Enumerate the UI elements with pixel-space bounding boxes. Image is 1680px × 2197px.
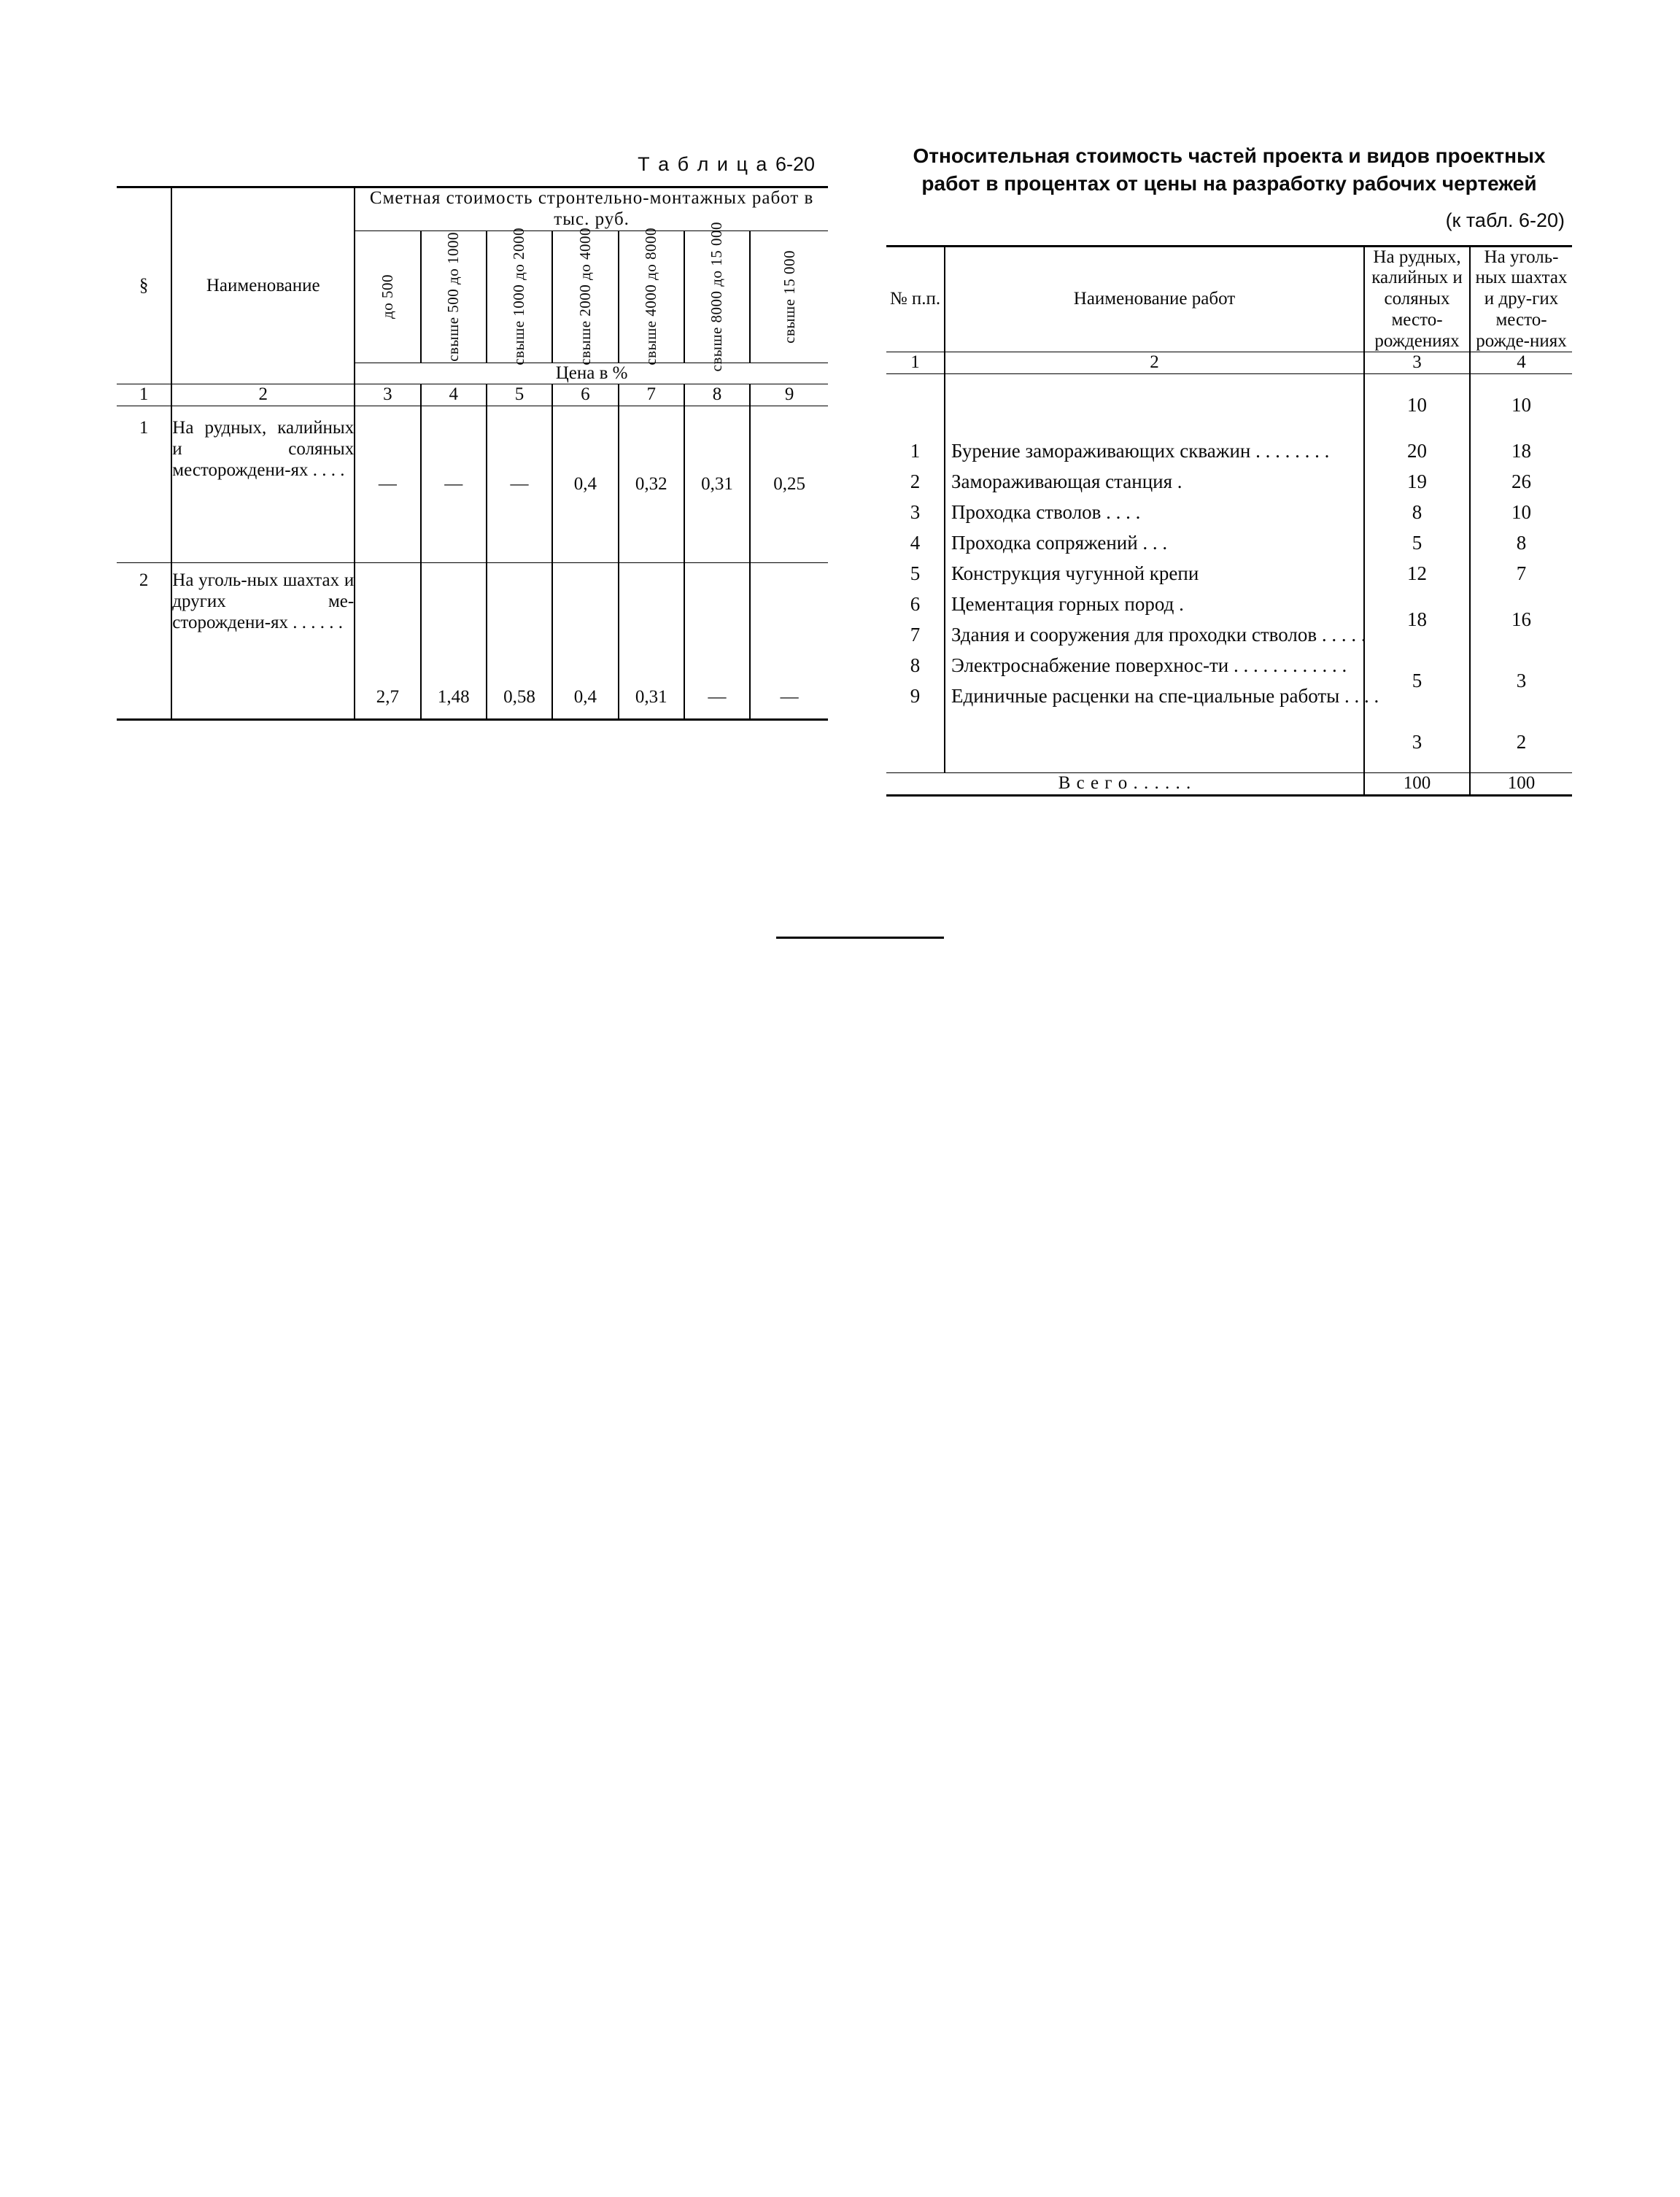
left-table-caption [117, 153, 828, 176]
left-table-caption-number: 6-20 [775, 153, 815, 175]
right-table-title: Относительная стоимость частей проекта и видов проектных работ в процентах от цены на разработку рабочих чертежей [913, 144, 1546, 195]
left-row-1-c9: 0,25 [750, 406, 828, 563]
left-header-cost: Сметная стоимость стронтельно-монтажных работ в тыс. руб. [355, 187, 828, 231]
right-body-values-col4 [1470, 374, 1572, 773]
right-table-header-row [886, 246, 1572, 352]
left-header-col-2000-4000: свыше 2000 до 4000 [552, 230, 618, 363]
list-item: Электроснабжение поверхнос-ти . . . . . . . . . . . . [951, 654, 1347, 677]
list-item: 18 [1407, 608, 1427, 631]
right-table-column-numbers [886, 352, 1572, 374]
right-header-no: № п.п. [886, 246, 945, 352]
left-header-col-1000-2000: свыше 1000 до 2000 [487, 230, 552, 363]
left-header-price-label: Цена в % [355, 363, 828, 384]
left-colnum-6: 6 [552, 384, 618, 406]
list-item: 8 [1412, 501, 1422, 524]
list-item: Единичные расценки на спе-циальные работы . . . . [951, 685, 1379, 708]
left-row-2-c7: 0,31 [619, 563, 684, 720]
list-item: 3 [910, 501, 921, 524]
right-colnum-3: 3 [1364, 352, 1470, 374]
left-row-2-c5: 0,58 [487, 563, 552, 720]
list-item: 18 [1511, 440, 1531, 462]
right-total-c4: 100 [1470, 773, 1572, 796]
left-header-col-4000-8000: свыше 4000 до 8000 [619, 230, 684, 363]
left-table-caption-label: Т а б л и ц а [638, 153, 769, 175]
left-header-col-8000-15000: свыше 8000 до 15 000 [684, 230, 750, 363]
list-item: 7 [1516, 562, 1527, 585]
right-header-col3: На рудных, калийных и соляных место-рождениях [1364, 246, 1470, 352]
list-item: 10 [1407, 394, 1427, 416]
list-item: Здания и сооружения для проходки стволов . . . . . [951, 624, 1366, 646]
list-item: 2 [910, 470, 921, 493]
list-item: Проходка сопряжений . . . [951, 532, 1168, 554]
right-body-names [945, 374, 1379, 773]
right-table-subtitle: (к табл. 6-20) [1445, 209, 1565, 231]
left-row-1-c6: 0,4 [552, 406, 618, 563]
left-row-1-number: 1 [117, 406, 171, 563]
left-row-1-c4: — [421, 406, 487, 563]
list-item: 7 [910, 624, 921, 646]
list-item: Бурение замораживающих скважин . . . . . . . . [951, 440, 1330, 462]
left-table-column-numbers [117, 384, 828, 406]
left-header-section-sign: § [117, 187, 171, 384]
list-item: 6 [910, 593, 921, 616]
right-total-label: В с е г о . . . . . . [886, 773, 1364, 796]
right-table-total-row [886, 773, 1572, 796]
table-row [117, 563, 828, 720]
table-row [117, 406, 828, 563]
left-header-col-over-15000: свыше 15 000 [750, 230, 828, 363]
right-header-col4: На уголь-ных шахтах и дру-гих место-рожде-ниях [1470, 246, 1572, 352]
list-item: 5 [910, 562, 921, 585]
list-item: 10 [1511, 501, 1531, 524]
left-row-2-c6: 0,4 [552, 563, 618, 720]
list-item: 3 [1516, 670, 1527, 692]
left-row-1-c5: — [487, 406, 552, 563]
left-row-1-c8: 0,31 [684, 406, 750, 563]
left-row-2-c8: — [684, 563, 750, 720]
list-item: 19 [1407, 470, 1427, 493]
right-table [886, 245, 1572, 797]
list-item: 5 [1412, 532, 1422, 554]
left-colnum-9: 9 [750, 384, 828, 406]
list-item: 2 [1516, 731, 1527, 753]
left-colnum-1: 1 [117, 384, 171, 406]
right-table-body-row [886, 374, 1572, 773]
left-colnum-5: 5 [487, 384, 552, 406]
left-header-col-do500: до 500 [355, 230, 420, 363]
right-body-numbers [886, 374, 945, 773]
list-item: 26 [1511, 470, 1531, 493]
left-row-2-c4: 1,48 [421, 563, 487, 720]
left-header-name: Наименование [171, 187, 355, 384]
list-item: 8 [1516, 532, 1527, 554]
left-row-2-c9: — [750, 563, 828, 720]
right-colnum-4: 4 [1470, 352, 1572, 374]
left-header-col-500-1000: свыше 500 до 1000 [421, 230, 487, 363]
list-item: 5 [1412, 670, 1422, 692]
right-body-values-col3 [1364, 374, 1470, 773]
right-total-c3: 100 [1364, 773, 1470, 796]
list-item: Проходка стволов . . . . [951, 501, 1141, 524]
right-header-name: Наименование работ [945, 246, 1364, 352]
left-colnum-7: 7 [619, 384, 684, 406]
list-item: Цементация горных пород . [951, 593, 1184, 616]
list-item: 12 [1407, 562, 1427, 585]
left-table [117, 186, 828, 721]
right-colnum-2: 2 [945, 352, 1364, 374]
list-item: Конструкция чугунной крепи [951, 562, 1199, 585]
list-item: 9 [910, 685, 921, 708]
left-colnum-8: 8 [684, 384, 750, 406]
list-item: 16 [1511, 608, 1531, 631]
list-item: 20 [1407, 440, 1427, 462]
left-colnum-4: 4 [421, 384, 487, 406]
left-row-2-number: 2 [117, 563, 171, 720]
left-colnum-2: 2 [171, 384, 355, 406]
list-item: 4 [910, 532, 921, 554]
list-item: 3 [1412, 731, 1422, 753]
list-item: 10 [1511, 394, 1531, 416]
left-row-1-c3: — [355, 406, 420, 563]
list-item: 8 [910, 654, 921, 677]
left-row-1-name: На рудных, калийных и соляных месторождени-ях . . . . [171, 406, 355, 563]
left-table-block [117, 153, 828, 721]
list-item: 1 [910, 440, 921, 462]
list-item: Замораживающая станция . [951, 470, 1182, 493]
page-divider-rule [776, 937, 944, 939]
right-table-block [886, 142, 1572, 797]
left-colnum-3: 3 [355, 384, 420, 406]
left-row-2-name: На уголь-ных шахтах и других ме-сторождени-ях . . . . . . [171, 563, 355, 720]
right-colnum-1: 1 [886, 352, 945, 374]
left-row-1-c7: 0,32 [619, 406, 684, 563]
left-row-2-c3: 2,7 [355, 563, 420, 720]
